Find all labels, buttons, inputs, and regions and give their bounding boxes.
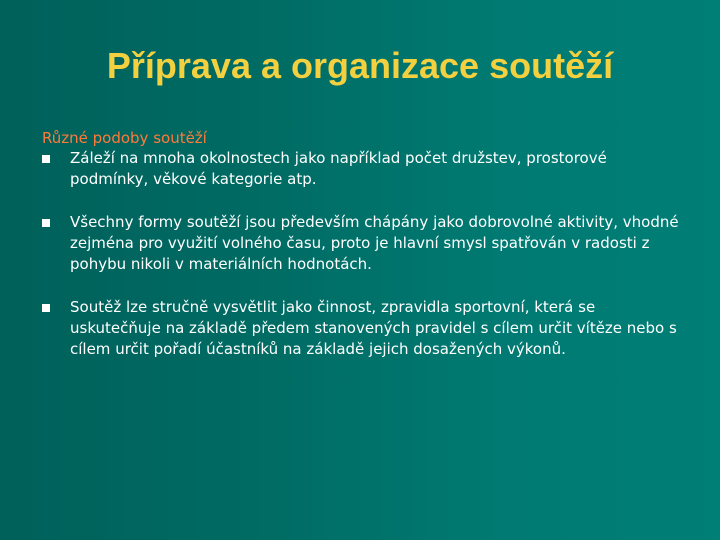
square-bullet-icon (42, 155, 50, 163)
square-bullet-icon (42, 304, 50, 312)
bullet-text: Záleží na mnoha okolnostech jako například počet družstev, prostorové podmínky, věkové kategorie atp. (70, 149, 607, 188)
bullet-list (42, 148, 682, 360)
bullet-text: Všechny formy soutěží jsou především chápány jako dobrovolné aktivity, vhodné zejména pro využití volného času, proto je hlavní smysl spatřován v radosti z pohybu nikoli v materiálních hodnotách. (70, 213, 679, 273)
square-bullet-icon (42, 219, 50, 227)
bullet-item (42, 148, 682, 190)
bullet-item (42, 297, 682, 360)
slide-title: Příprava a organizace soutěží (106, 45, 614, 86)
bullet-item (42, 212, 682, 275)
section-subtitle: Různé podoby soutěží (42, 129, 207, 147)
slide-content (42, 128, 682, 360)
bullet-text: Soutěž lze stručně vysvětlit jako činnost, zpravidla sportovní, která se uskutečňuje na základě předem stanovených pravidel s cílem určit vítěze nebo s cílem určit pořadí účastníků na základě jejich dosažených výkonů. (70, 298, 677, 358)
